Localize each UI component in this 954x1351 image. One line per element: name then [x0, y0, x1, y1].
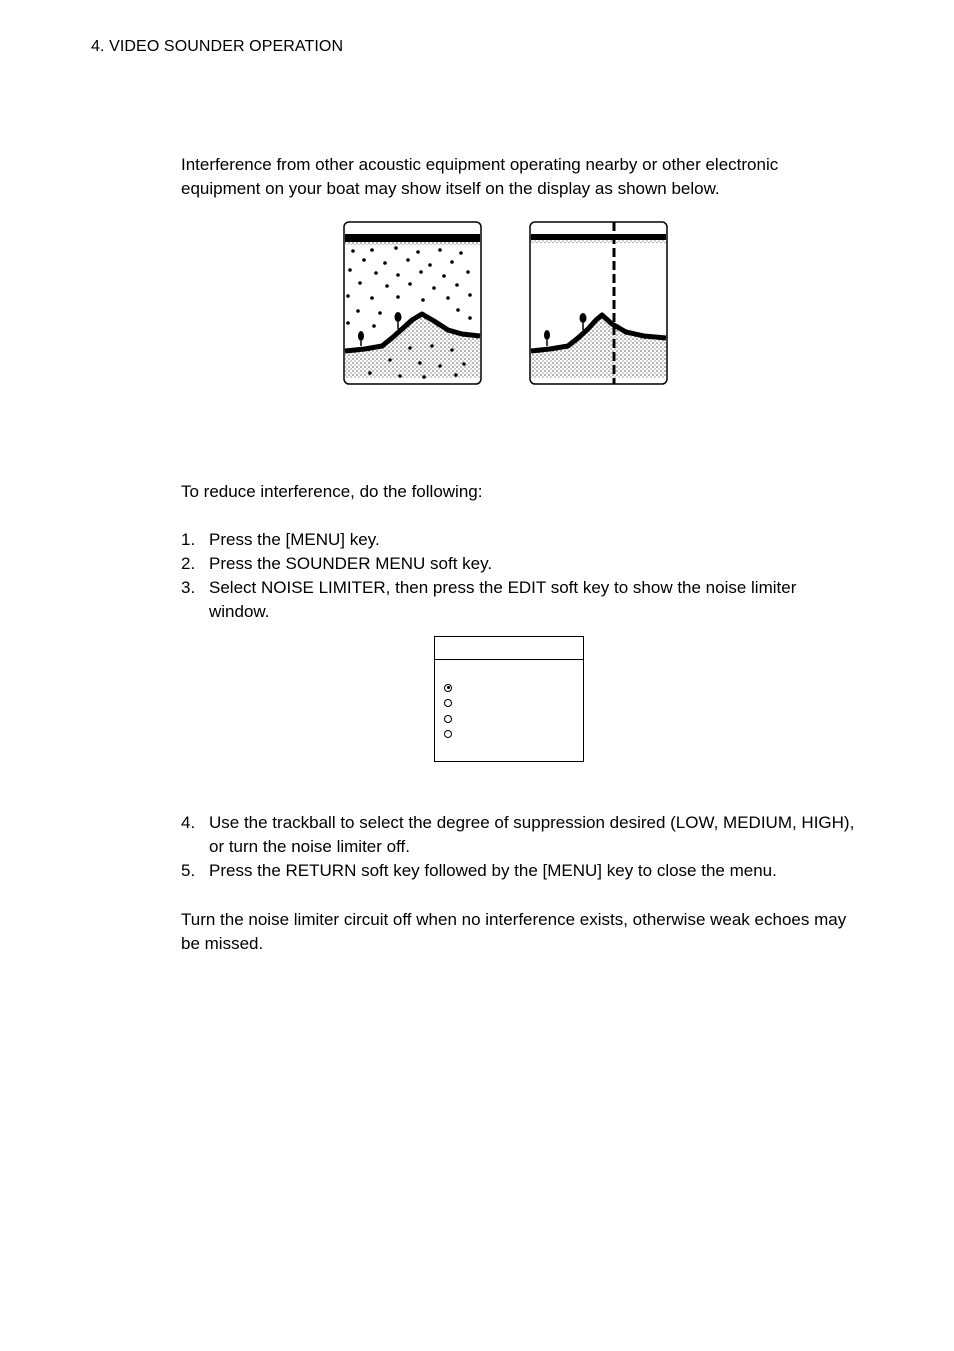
- noise-option-1[interactable]: [444, 680, 458, 696]
- noise-limiter-options: [444, 680, 458, 742]
- interference-illustration: [340, 218, 675, 390]
- list-item: 5. Press the RETURN soft key followed by the [MENU] key to close the menu.: [181, 861, 777, 880]
- list-item: 2. Press the SOUNDER MENU soft key.: [181, 554, 493, 573]
- list-item: 3. Select NOISE LIMITER, then press the EDIT soft key to show the noise limiter window.: [181, 578, 797, 621]
- reduce-intro: To reduce interference, do the following:: [181, 482, 483, 501]
- list-item: 1. Press the [MENU] key.: [181, 530, 380, 549]
- procedure-steps-a: [181, 528, 861, 624]
- radio-icon[interactable]: [444, 715, 452, 723]
- noise-limiter-window: [434, 636, 584, 762]
- noise-option-2[interactable]: [444, 696, 458, 712]
- noise-option-4[interactable]: [444, 727, 458, 743]
- display-random-noise: [344, 222, 481, 384]
- radio-selected-icon[interactable]: [444, 684, 452, 692]
- display-line-interference: [530, 222, 667, 384]
- noise-option-3[interactable]: [444, 711, 458, 727]
- procedure-steps-b: [181, 811, 861, 883]
- window-title: [435, 637, 583, 660]
- radio-icon[interactable]: [444, 730, 452, 738]
- running-header: 4. VIDEO SOUNDER OPERATION: [91, 38, 344, 55]
- list-item: 4. Use the trackball to select the degree of suppression desired (LOW, MEDIUM, HIGH), or turn the noise limiter off.: [181, 813, 855, 856]
- radio-icon[interactable]: [444, 699, 452, 707]
- intro-paragraph: Interference from other acoustic equipment operating nearby or other electronic equipment on your boat may show itself on the display as shown below.: [181, 155, 779, 198]
- closing-paragraph: Turn the noise limiter circuit off when no interference exists, otherwise weak echoes may be missed.: [181, 910, 847, 953]
